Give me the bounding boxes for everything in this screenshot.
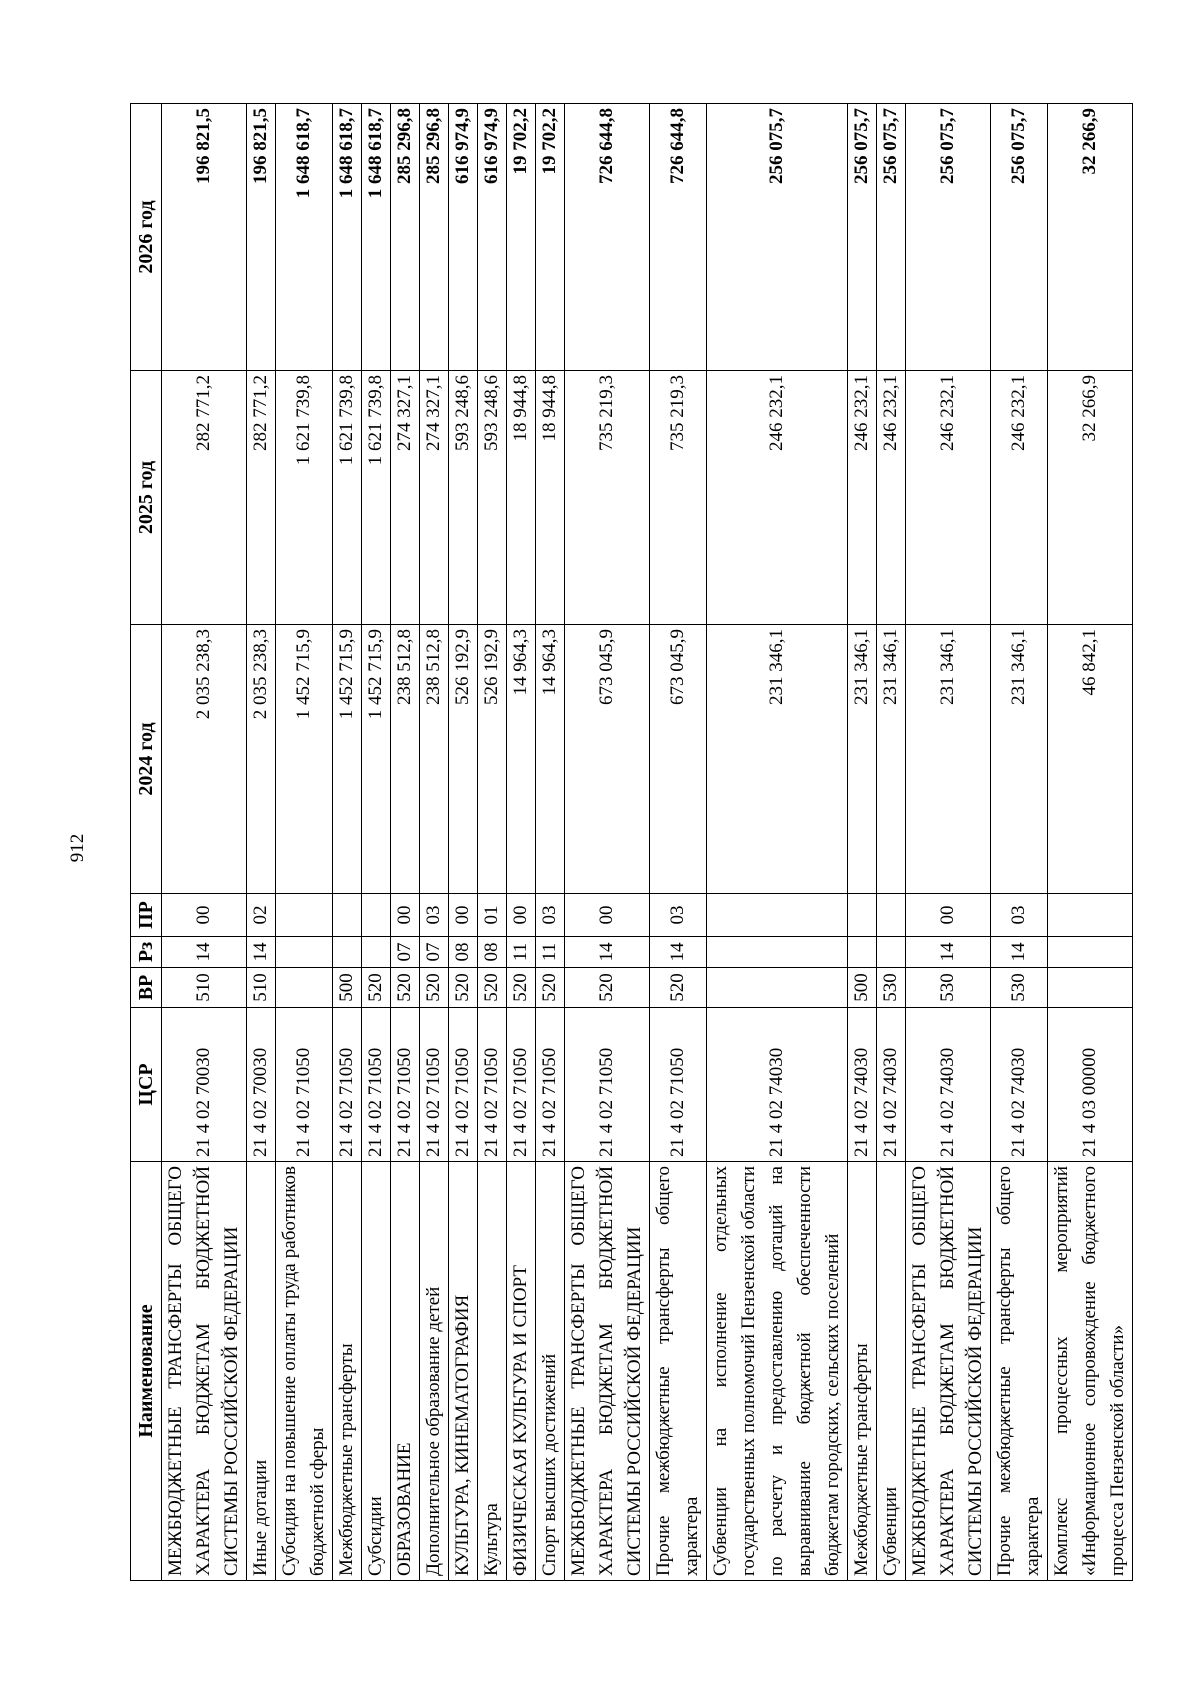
cell-name: МЕЖБЮДЖЕТНЫЕ ТРАНСФЕРТЫ ОБЩЕГО ХАРАКТЕРА БЮДЖЕТАМ БЮДЖЕТНОЙ СИСТЕМЫ РОССИЙСКОЙ ФЕДЕРАЦИИ — [565, 1162, 650, 1581]
table-row — [1048, 104, 1133, 1581]
cell-2024: 673 045,9 — [650, 625, 707, 894]
cell-csr: 21 4 02 74030 — [877, 1008, 906, 1162]
cell-2025: 274 327,1 — [420, 371, 449, 625]
cell-2024: 46 842,1 — [1048, 625, 1133, 894]
cell-rz: 07 — [391, 937, 420, 968]
cell-rz: 11 — [507, 937, 536, 968]
cell-2026: 285 296,8 — [391, 104, 420, 371]
cell-vr: 530 — [991, 968, 1048, 1008]
table-row — [991, 104, 1048, 1581]
cell-csr: 21 4 02 70030 — [162, 1008, 247, 1162]
table-row — [565, 104, 650, 1581]
cell-2024: 1 452 715,9 — [276, 625, 333, 894]
cell-2026: 1 648 618,7 — [362, 104, 391, 371]
cell-2026: 32 266,9 — [1048, 104, 1133, 371]
cell-vr: 520 — [391, 968, 420, 1008]
cell-2026: 616 974,9 — [449, 104, 478, 371]
table-row — [449, 104, 478, 1581]
header-2026: 2026 год — [131, 104, 162, 371]
cell-pr: 00 — [391, 894, 420, 937]
cell-2026: 196 821,5 — [247, 104, 276, 371]
table-row — [162, 104, 247, 1581]
cell-2025: 246 232,1 — [991, 371, 1048, 625]
header-name: Наименование — [131, 1162, 162, 1581]
cell-csr: 21 4 02 74030 — [848, 1008, 877, 1162]
cell-vr: 520 — [449, 968, 478, 1008]
cell-rz: 14 — [650, 937, 707, 968]
cell-name: МЕЖБЮДЖЕТНЫЕ ТРАНСФЕРТЫ ОБЩЕГО ХАРАКТЕРА БЮДЖЕТАМ БЮДЖЕТНОЙ СИСТЕМЫ РОССИЙСКОЙ ФЕДЕРАЦИИ — [906, 1162, 991, 1581]
cell-pr — [877, 894, 906, 937]
cell-vr: 530 — [877, 968, 906, 1008]
cell-2026: 19 702,2 — [536, 104, 565, 371]
cell-2025: 246 232,1 — [848, 371, 877, 625]
cell-2025: 282 771,2 — [247, 371, 276, 625]
cell-rz — [1048, 937, 1133, 968]
cell-name: Межбюджетные трансферты — [848, 1162, 877, 1581]
cell-2024: 231 346,1 — [848, 625, 877, 894]
cell-2025: 246 232,1 — [707, 371, 848, 625]
cell-name: Дополнительное образование детей — [420, 1162, 449, 1581]
cell-vr: 530 — [906, 968, 991, 1008]
cell-pr: 03 — [536, 894, 565, 937]
table-row — [333, 104, 362, 1581]
cell-csr: 21 4 02 74030 — [906, 1008, 991, 1162]
cell-2025: 246 232,1 — [906, 371, 991, 625]
cell-csr: 21 4 02 71050 — [565, 1008, 650, 1162]
table-row — [507, 104, 536, 1581]
cell-pr — [333, 894, 362, 937]
table-row — [478, 104, 507, 1581]
cell-rz: 14 — [906, 937, 991, 968]
cell-vr — [1048, 968, 1133, 1008]
header-vr: ВР — [131, 968, 162, 1008]
cell-2025: 32 266,9 — [1048, 371, 1133, 625]
cell-2024: 14 964,3 — [536, 625, 565, 894]
table-row — [906, 104, 991, 1581]
cell-2026: 616 974,9 — [478, 104, 507, 371]
cell-vr: 520 — [565, 968, 650, 1008]
cell-rz — [877, 937, 906, 968]
header-pr: ПР — [131, 894, 162, 937]
cell-2024: 526 192,9 — [449, 625, 478, 894]
cell-csr: 21 4 02 71050 — [650, 1008, 707, 1162]
cell-2024: 1 452 715,9 — [333, 625, 362, 894]
table-row — [420, 104, 449, 1581]
cell-2025: 18 944,8 — [536, 371, 565, 625]
table-row — [536, 104, 565, 1581]
table-row — [877, 104, 906, 1581]
cell-2026: 196 821,5 — [162, 104, 247, 371]
cell-csr: 21 4 02 71050 — [536, 1008, 565, 1162]
cell-2026: 1 648 618,7 — [333, 104, 362, 371]
cell-2026: 726 644,8 — [650, 104, 707, 371]
table-row — [848, 104, 877, 1581]
cell-2024: 231 346,1 — [707, 625, 848, 894]
cell-vr: 520 — [362, 968, 391, 1008]
table-row — [707, 104, 848, 1581]
cell-name: Прочие межбюджетные трансферты общего характера — [650, 1162, 707, 1581]
cell-2024: 526 192,9 — [478, 625, 507, 894]
cell-pr: 00 — [906, 894, 991, 937]
cell-rz: 14 — [565, 937, 650, 968]
cell-name: Комплекс процессных мероприятий «Информационное сопровождение бюджетного процесса Пензенской области» — [1048, 1162, 1133, 1581]
cell-2026: 256 075,7 — [707, 104, 848, 371]
cell-rz: 08 — [449, 937, 478, 968]
cell-2024: 231 346,1 — [877, 625, 906, 894]
cell-name: Межбюджетные трансферты — [333, 1162, 362, 1581]
cell-2026: 256 075,7 — [848, 104, 877, 371]
cell-csr: 21 4 02 71050 — [420, 1008, 449, 1162]
cell-rz: 11 — [536, 937, 565, 968]
cell-2025: 735 219,3 — [565, 371, 650, 625]
cell-2025: 1 621 739,8 — [333, 371, 362, 625]
header-csr: ЦСР — [131, 1008, 162, 1162]
cell-name: КУЛЬТУРА, КИНЕМАТОГРАФИЯ — [449, 1162, 478, 1581]
cell-csr: 21 4 02 71050 — [391, 1008, 420, 1162]
page-number: 912 — [67, 833, 88, 863]
cell-pr: 03 — [420, 894, 449, 937]
cell-2024: 673 045,9 — [565, 625, 650, 894]
cell-pr — [707, 894, 848, 937]
cell-csr: 21 4 02 71050 — [276, 1008, 333, 1162]
table-body — [162, 104, 1133, 1581]
cell-csr: 21 4 02 74030 — [707, 1008, 848, 1162]
cell-rz — [707, 937, 848, 968]
cell-csr: 21 4 02 70030 — [247, 1008, 276, 1162]
cell-rz — [848, 937, 877, 968]
cell-pr: 00 — [449, 894, 478, 937]
cell-name: Субвенции на исполнение отдельных государственных полномочий Пензенской области по расчету и предоставлению дотаций на выравнивание бюджетной обеспеченности бюджетам городских, сельских поселений — [707, 1162, 848, 1581]
cell-rz: 14 — [162, 937, 247, 968]
table-row — [362, 104, 391, 1581]
cell-pr: 00 — [162, 894, 247, 937]
cell-vr: 520 — [478, 968, 507, 1008]
cell-rz: 14 — [991, 937, 1048, 968]
cell-vr: 510 — [162, 968, 247, 1008]
budget-table — [130, 103, 1133, 1581]
cell-vr — [707, 968, 848, 1008]
cell-pr: 03 — [650, 894, 707, 937]
cell-2025: 1 621 739,8 — [362, 371, 391, 625]
cell-2024: 2 035 238,3 — [162, 625, 247, 894]
cell-pr: 02 — [247, 894, 276, 937]
cell-2025: 274 327,1 — [391, 371, 420, 625]
cell-2024: 1 452 715,9 — [362, 625, 391, 894]
cell-name: Прочие межбюджетные трансферты общего характера — [991, 1162, 1048, 1581]
cell-2026: 285 296,8 — [420, 104, 449, 371]
cell-pr — [362, 894, 391, 937]
table-row — [391, 104, 420, 1581]
cell-2024: 231 346,1 — [906, 625, 991, 894]
cell-name: Субсидии — [362, 1162, 391, 1581]
cell-name: Спорт высших достижений — [536, 1162, 565, 1581]
cell-csr: 21 4 02 71050 — [449, 1008, 478, 1162]
cell-name: МЕЖБЮДЖЕТНЫЕ ТРАНСФЕРТЫ ОБЩЕГО ХАРАКТЕРА БЮДЖЕТАМ БЮДЖЕТНОЙ СИСТЕМЫ РОССИЙСКОЙ ФЕДЕРАЦИИ — [162, 1162, 247, 1581]
cell-2026: 256 075,7 — [991, 104, 1048, 371]
cell-name: Иные дотации — [247, 1162, 276, 1581]
header-2025: 2025 год — [131, 371, 162, 625]
cell-2025: 593 248,6 — [449, 371, 478, 625]
cell-csr: 21 4 02 74030 — [991, 1008, 1048, 1162]
cell-name: ФИЗИЧЕСКАЯ КУЛЬТУРА И СПОРТ — [507, 1162, 536, 1581]
cell-rz — [333, 937, 362, 968]
cell-2024: 14 964,3 — [507, 625, 536, 894]
cell-pr — [1048, 894, 1133, 937]
cell-2024: 2 035 238,3 — [247, 625, 276, 894]
table-row — [650, 104, 707, 1581]
cell-2024: 238 512,8 — [420, 625, 449, 894]
cell-csr: 21 4 02 71050 — [507, 1008, 536, 1162]
cell-pr — [848, 894, 877, 937]
cell-vr: 520 — [536, 968, 565, 1008]
cell-vr: 520 — [650, 968, 707, 1008]
cell-2025: 593 248,6 — [478, 371, 507, 625]
cell-2026: 19 702,2 — [507, 104, 536, 371]
header-2024: 2024 год — [131, 625, 162, 894]
cell-rz — [362, 937, 391, 968]
cell-rz: 08 — [478, 937, 507, 968]
cell-vr: 520 — [420, 968, 449, 1008]
cell-vr: 500 — [848, 968, 877, 1008]
cell-pr: 00 — [565, 894, 650, 937]
cell-name: Субсидия на повышение оплаты труда работников бюджетной сферы — [276, 1162, 333, 1581]
cell-pr: 00 — [507, 894, 536, 937]
cell-vr: 500 — [333, 968, 362, 1008]
cell-rz: 07 — [420, 937, 449, 968]
cell-csr: 21 4 02 71050 — [333, 1008, 362, 1162]
cell-vr — [276, 968, 333, 1008]
cell-2025: 246 232,1 — [877, 371, 906, 625]
cell-pr — [276, 894, 333, 937]
cell-csr: 21 4 02 71050 — [478, 1008, 507, 1162]
cell-rz — [276, 937, 333, 968]
cell-pr: 01 — [478, 894, 507, 937]
cell-name: Культура — [478, 1162, 507, 1581]
table-row — [247, 104, 276, 1581]
header-rz: Рз — [131, 937, 162, 968]
cell-pr: 03 — [991, 894, 1048, 937]
cell-vr: 520 — [507, 968, 536, 1008]
cell-name: Субвенции — [877, 1162, 906, 1581]
table-header-row — [131, 104, 162, 1581]
cell-2026: 1 648 618,7 — [276, 104, 333, 371]
cell-name: ОБРАЗОВАНИЕ — [391, 1162, 420, 1581]
cell-2026: 256 075,7 — [906, 104, 991, 371]
cell-csr: 21 4 03 00000 — [1048, 1008, 1133, 1162]
table-row — [276, 104, 333, 1581]
cell-2026: 726 644,8 — [565, 104, 650, 371]
cell-2025: 18 944,8 — [507, 371, 536, 625]
cell-2025: 282 771,2 — [162, 371, 247, 625]
cell-csr: 21 4 02 71050 — [362, 1008, 391, 1162]
cell-rz: 14 — [247, 937, 276, 968]
cell-2025: 735 219,3 — [650, 371, 707, 625]
cell-2025: 1 621 739,8 — [276, 371, 333, 625]
cell-2026: 256 075,7 — [877, 104, 906, 371]
cell-2024: 231 346,1 — [991, 625, 1048, 894]
cell-vr: 510 — [247, 968, 276, 1008]
cell-2024: 238 512,8 — [391, 625, 420, 894]
